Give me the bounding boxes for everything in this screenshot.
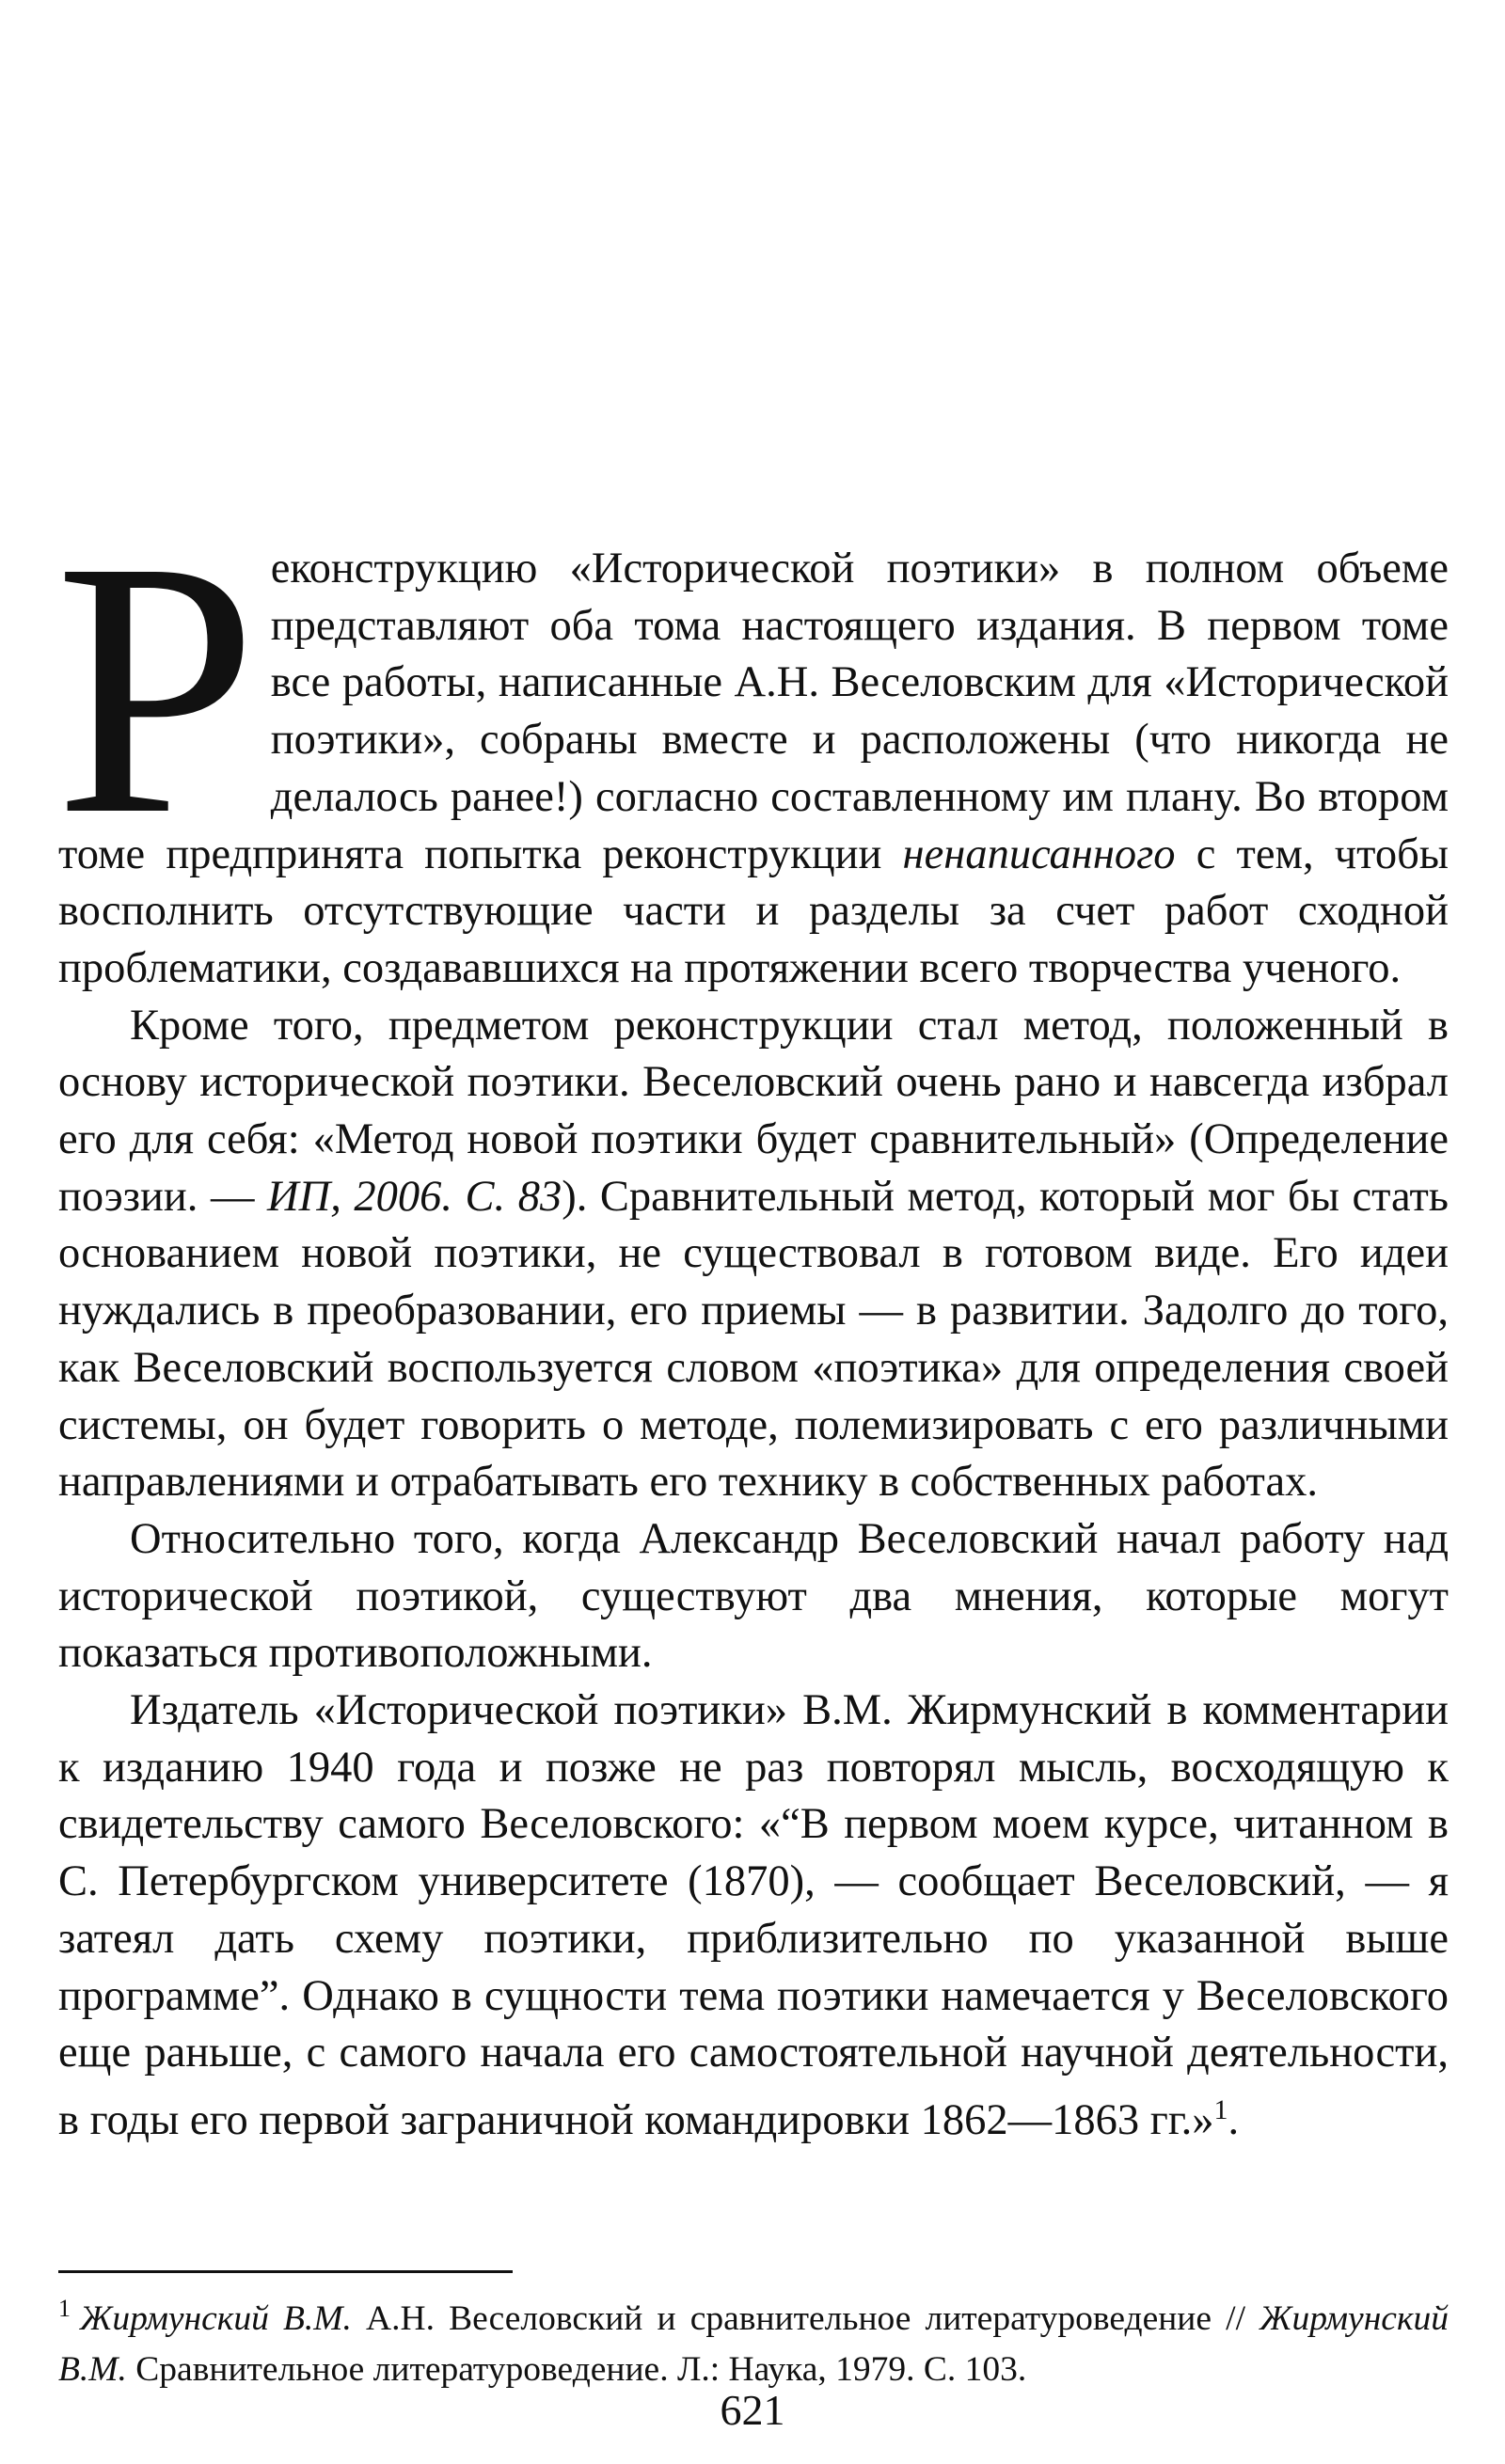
paragraph-2-text-a: Кроме того, предметом реконструкции стал метод, положенный в основу исторической поэтики. Веселовский очень рано и навсегда избрал его для себя: «Метод новой поэтики будет сравнительный» (Определение поэзии. —: [58, 1001, 1449, 1221]
paragraph-1-text-b: с тем, чтобы восполнить отсутствующие части и разделы за счет работ сходной проблематики, создававшихся на протяжении всего творчества ученого.: [58, 829, 1449, 992]
paragraph-3: [58, 1511, 1449, 1682]
footnote-text-2: Сравнительное литературоведение. Л.: Наука, 1979. С. 103.: [126, 2350, 1027, 2389]
footnote-divider: [58, 2270, 513, 2273]
footnote-reference[interactable]: 1: [1213, 2093, 1228, 2125]
paragraph-2-citation: ИП, 2006. С. 83: [267, 1172, 562, 1221]
paragraph-1: [55, 485, 1449, 998]
paragraph-3-text: Относительно того, когда Александр Веселовский начал работу над исторической поэтикой, существуют два мнения, которые могут показаться противоположными.: [58, 1514, 1449, 1678]
paragraph-1-text-a: еконструкцию «Исторической поэтики» в полном объеме представляют оба тома настоящего издания. В первом томе все работы, написанные А.Н. Веселовским для «Исторической поэтики», собраны вместе и расположены (что никогда не делалось ранее!) согласно составленному им плану. Во втором томе предпринята попытка реконструкции: [58, 545, 1449, 878]
paragraph-4-end: .: [1228, 2095, 1240, 2144]
paragraph-1-emphasis: ненаписанного: [902, 829, 1176, 878]
footnote-author-1: Жирмунский В.М.: [80, 2299, 352, 2338]
footnote-mark: 1: [58, 2295, 71, 2322]
paragraph-2: [58, 998, 1449, 1511]
paragraph-4: [58, 1682, 1449, 2150]
page-number: 621: [720, 2386, 785, 2434]
footnote-text-1: А.Н. Веселовский и сравнительное литературоведение //: [351, 2299, 1260, 2338]
footnote-author-2: Жирмунский В.М.: [58, 2299, 1449, 2389]
paragraph-4-text: Издатель «Исторической поэтики» В.М. Жирмунский в комментарии к изданию 1940 года и позже не раз повторял мысль, восходящую к свидетельству самого Веселовского: «“В первом моем курсе, читанном в С. Петербургском университете (1870), — сообщает Веселовский, — я затеял дать схему поэтики, приблизительно по указанной выше программе”. Однако в сущности тема поэтики намечается у Веселовского еще раньше, с самого начала его самостоятельной научной деятельности, в годы его первой заграничной командировки 1862—1863 гг.»: [58, 1686, 1449, 2144]
paragraph-2-text-b: ). Сравнительный метод, который мог бы стать основанием новой поэтики, не существовал в готовом виде. Его идеи нуждались в преобразовании, его приемы — в развитии. Задолго до того, как Веселовский воспользуется словом «поэтика» для определения своей системы, он будет говорить о методе, полемизировать с его различными направлениями и отрабатывать его технику в собственных работах.: [58, 1172, 1449, 1507]
footnote: [58, 2283, 1449, 2395]
main-text: [55, 485, 1449, 2150]
drop-cap: Р: [55, 485, 258, 890]
